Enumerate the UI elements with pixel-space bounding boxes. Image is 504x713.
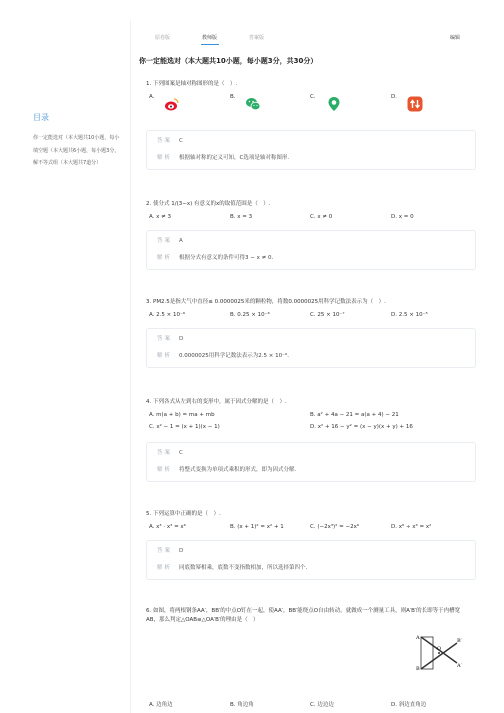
option-d[interactable]: D. x⁶ ÷ x³ = x²	[391, 524, 432, 530]
options	[146, 214, 476, 224]
sidebar-divider	[130, 20, 131, 713]
pivot-point	[438, 652, 440, 654]
explain-label: 解析	[157, 467, 173, 473]
answer-box	[146, 442, 476, 482]
question-1	[146, 80, 476, 170]
answer-label: 答案	[157, 450, 173, 456]
label-b-prime: B′	[457, 638, 462, 644]
answer-box	[146, 130, 476, 170]
question-stem: 4. 下列各式从左到右的变形中，属于因式分解的是（ ）.	[146, 399, 287, 405]
label-o: O	[437, 646, 442, 652]
sidebar-toc	[0, 0, 125, 713]
explain-label: 解析	[157, 353, 173, 359]
answer-box	[146, 230, 476, 270]
explain-text: 同底数幂相乘，底数不变指数相加，所以选择第四个．	[179, 565, 312, 571]
top-bar	[131, 28, 504, 44]
option-b[interactable]: B. 角边角	[230, 702, 254, 708]
explain-label: 解析	[157, 565, 173, 571]
option-d[interactable]: D.	[391, 94, 397, 100]
options	[146, 312, 476, 322]
weibo-icon	[164, 96, 180, 112]
option-c[interactable]: C. (−2x³)² = −2x⁶	[310, 524, 360, 530]
question-3	[146, 298, 476, 368]
explain-text: 根据轴对称的定义可知，C选项是轴对称图形．	[179, 155, 293, 161]
explain-label: 解析	[157, 255, 173, 261]
options	[146, 412, 476, 436]
answer-label: 答案	[157, 336, 173, 342]
question-stem: 2. 使分式 1/(3−x) 有意义的x的取值范围是（ ）.	[146, 201, 271, 207]
toc-item-3[interactable]: 解不等式组（本大题共7道分）	[33, 160, 102, 166]
question-stem: 5. 下列运算中正确的是（ ）.	[146, 511, 221, 517]
answer-value: C	[179, 138, 183, 144]
toc-item-1[interactable]: 你一定能选对（本大题共10小题，每小	[33, 135, 120, 141]
option-a[interactable]: A. m(a + b) = ma + mb	[149, 412, 215, 418]
answer-label: 答案	[157, 238, 173, 244]
wechat-icon	[245, 96, 261, 112]
option-d[interactable]: D. 斜边直角边	[391, 702, 427, 708]
explain-text: 将整式变换为单项式乘积的形式，即为因式分解．	[179, 467, 301, 473]
toc-title: 目录	[33, 113, 49, 122]
explain-text: 根据分式有意义的条件可得3 − x ≠ 0．	[179, 255, 277, 261]
answer-value: A	[179, 238, 183, 244]
answer-value: C	[179, 450, 183, 456]
active-tab-indicator	[201, 44, 219, 45]
option-c[interactable]: C. x² − 1 = (x + 1)(x − 1)	[149, 424, 220, 430]
option-c[interactable]: C. x ≠ 0	[310, 214, 333, 220]
option-a[interactable]: A. x ≠ 3	[149, 214, 172, 220]
option-d[interactable]: D. 2.5 × 10⁻⁵	[391, 312, 428, 318]
location-pin-icon	[326, 96, 342, 112]
question-6	[146, 607, 468, 625]
explain-text: 0.0000025用科学记数法表示为2.5 × 10⁻⁶．	[179, 353, 293, 359]
option-b[interactable]: B. 0.25 × 10⁻⁶	[230, 312, 270, 318]
option-b[interactable]: B. (x + 1)² = x² + 1	[230, 524, 284, 530]
option-a[interactable]: A.	[149, 94, 155, 100]
tab-answer[interactable]: 答案版	[249, 35, 265, 41]
question-2	[146, 200, 476, 270]
option-d[interactable]: D. x = 0	[391, 214, 414, 220]
option-d[interactable]: D. x² + 16 − y² = (x − y)(x + y) + 16	[310, 424, 413, 430]
tab-teacher[interactable]: 教师版	[202, 35, 218, 41]
section-title: 你一定能选对（本大题共10小题，每小题3分，共30分）	[139, 57, 318, 65]
answer-label: 答案	[157, 548, 173, 554]
tab-original[interactable]: 原卷版	[155, 35, 171, 41]
question-4	[146, 398, 476, 482]
option-b[interactable]: B. x = 3	[230, 214, 253, 220]
question-6-options	[146, 700, 476, 710]
option-a[interactable]: A. 边角边	[149, 702, 173, 708]
question-stem: 1. 下列图案是轴对称图形的是（ ）.	[146, 81, 238, 87]
options	[146, 524, 476, 534]
answer-label: 答案	[157, 138, 173, 144]
answer-box	[146, 540, 476, 580]
question-stem: 3. PM2.5是指大气中直径≤ 0.0000025米的颗粒物，将数0.0000025用科学记数法表示为（ ）.	[146, 299, 386, 305]
label-b: B	[416, 666, 420, 671]
up-down-arrows-icon	[407, 96, 423, 112]
option-b[interactable]: B.	[230, 94, 236, 100]
toc-item-2[interactable]: 填空题（本大题共6小题，每小题3分，	[33, 148, 120, 154]
answer-value: D	[179, 336, 184, 342]
answer-box	[146, 328, 476, 368]
question-6-figure	[415, 633, 465, 671]
answer-value: D	[179, 548, 184, 554]
option-a[interactable]: A. 2.5 × 10⁻⁶	[149, 312, 186, 318]
option-b[interactable]: B. a² + 4a − 21 = a(a + 4) − 21	[310, 412, 399, 418]
question-5	[146, 510, 476, 580]
option-a[interactable]: A. x³ · x³ = x⁶	[149, 524, 186, 530]
question-stem: 6. 如图，将两根钢条AA′，BB′的中点O钉在一起，使AA′，BB′能绕点O自由转动，就做成一个测量工具，则A′B′的长即等于内槽宽AB，那么判定△OAB≌△OA′B′的理由是（ ）	[146, 608, 461, 623]
label-a-prime: A′	[457, 663, 462, 669]
label-a: A	[416, 635, 420, 641]
options	[146, 94, 476, 116]
option-c[interactable]: C.	[310, 94, 316, 100]
option-c[interactable]: C. 边边边	[310, 702, 334, 708]
edit-button[interactable]: 编辑	[449, 35, 460, 41]
explain-label: 解析	[157, 155, 173, 161]
option-c[interactable]: C. 25 × 10⁻⁷	[310, 312, 345, 318]
